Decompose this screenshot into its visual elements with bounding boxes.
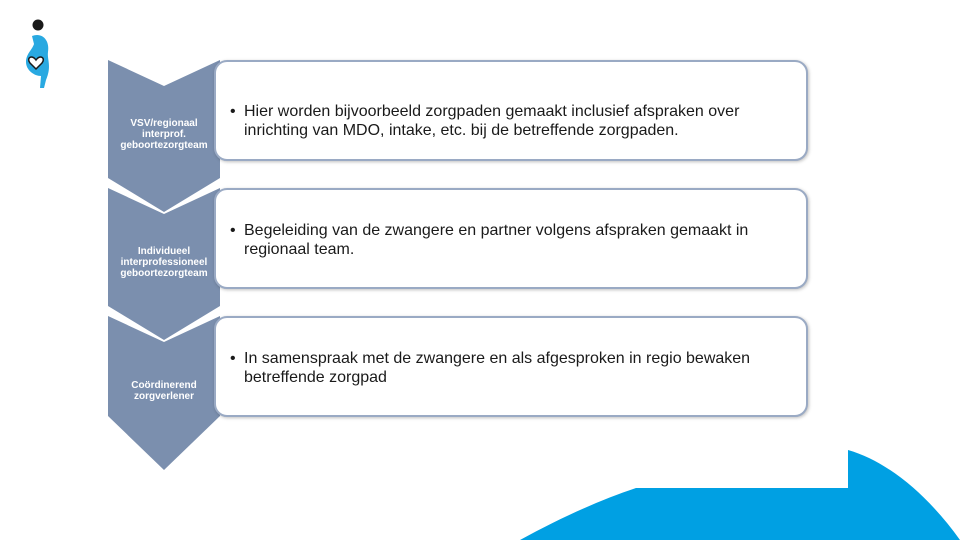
bullet: • [230,350,236,367]
stage-text-3 [230,349,798,387]
stage-text-1 [230,102,798,140]
bullet: • [230,222,236,239]
chevron-label: Coördinerend zorgverlener [131,380,197,402]
bullet: • [230,103,236,120]
stage-description: Hier worden bijvoorbeeld zorgpaden gemaakt inclusief afspraken over inrichting van MDO, intake, etc. bij de betreffende zorgpaden. [244,103,740,139]
blue-arrow-icon [520,448,960,540]
stage-box-1 [214,60,808,161]
chevron-stage-3 [108,316,220,470]
chevron-label: VSV/regionaal interprof. geboortezorgteam [120,118,208,151]
logo-head [33,20,44,31]
stage-box-3 [214,316,808,417]
stage-text-2 [230,221,798,259]
stage-description: Begeleiding van de zwangere en partner volgens afspraken gemaakt in regionaal team. [244,222,749,258]
stage-box-2 [214,188,808,289]
chevron-label: Individueel interprofessioneel geboortezorgteam [120,246,208,279]
mother-child-logo-icon [18,18,58,90]
stage-description: In samenspraak met de zwangere en als afgesproken in regio bewaken betreffende zorgpad [244,350,751,386]
